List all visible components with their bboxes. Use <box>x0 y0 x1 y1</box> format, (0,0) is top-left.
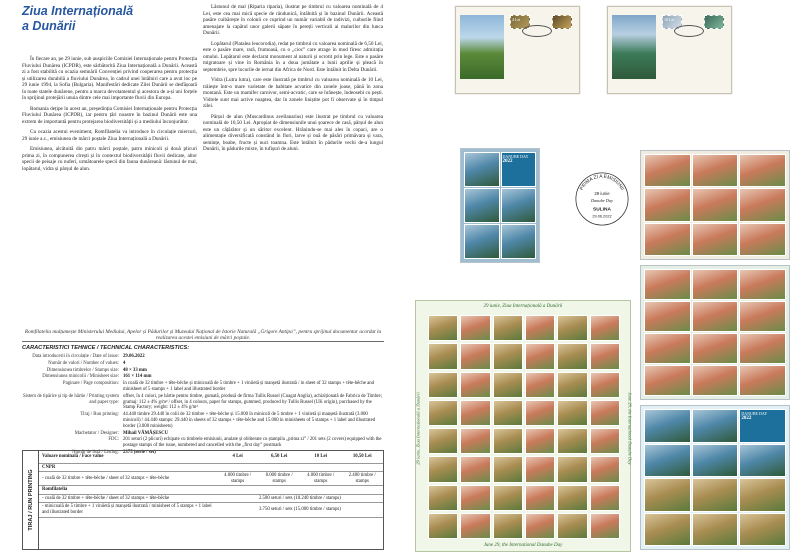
stamp-image <box>460 372 490 398</box>
stamp-image <box>644 478 691 512</box>
stamp-image <box>692 188 739 221</box>
stamp-image <box>644 365 691 396</box>
spec-value: 201 seturi (2 plicuri) echipate cu timbrele emisiunii, anulate și obliterate cu ștampila „prima zi” / 201 sets (2 covers) equipped with the postage stamps of the issue, numbered and cancelled with the „first day” postmark <box>123 437 382 449</box>
stamp-image <box>525 372 555 398</box>
stamp-image <box>525 428 555 454</box>
stamp-image <box>557 343 587 369</box>
stamp-image <box>692 365 739 396</box>
stamp-image <box>460 485 490 511</box>
minisheet-3 <box>640 265 790 400</box>
specs-list <box>22 354 384 457</box>
stamp-image <box>590 315 620 341</box>
stamp-image <box>460 315 490 341</box>
paragraph: Romania dețipe în acest an, președinția Comisiei Internaționale pentru Protecția Fluviului Dunărea (ICPDR), iar pentru țări noastre în bazinul Dunării este una extrem de importantă pentru protejarea biodiversității și a mediului înconjurător. <box>22 105 197 125</box>
minisheet-label: DANUBE DAY 2022 <box>739 409 786 443</box>
stamp-image <box>590 428 620 454</box>
specs-title: CARACTERISTICI TEHNICE / TECHNICAL CHARACTERISTICS: <box>22 345 190 351</box>
spec-row <box>22 368 384 374</box>
spec-row <box>22 381 384 393</box>
stamp-image <box>460 456 490 482</box>
stamp-image <box>692 333 739 364</box>
spec-key: Machetator / Designer: <box>74 430 119 436</box>
fdc-illustration <box>612 15 656 79</box>
stamp-image <box>739 154 786 187</box>
minisheet-4 <box>640 405 790 550</box>
table-row <box>39 486 383 495</box>
stamp-image <box>493 315 523 341</box>
stamp-image <box>428 343 458 369</box>
first-day-postmark <box>573 170 631 228</box>
sheet-side-right: June 29, the International Danube Day <box>627 392 633 465</box>
spec-value: 48 × 33 mm <box>123 367 147 373</box>
stamp-image <box>460 513 490 539</box>
stamp-image <box>493 343 523 369</box>
spec-row <box>22 374 384 380</box>
stamp-image <box>428 513 458 539</box>
spec-key: Sistem de tipărire și tip de hârtie / Printing system and paper type: <box>22 393 119 405</box>
cancellation-mark <box>674 25 704 37</box>
stamp-value: 4 Lei <box>512 17 521 22</box>
cell-value: 2.400 timbre / stamps <box>341 472 383 486</box>
stamp-image <box>428 485 458 511</box>
spec-row <box>22 431 384 437</box>
stamp-image <box>501 224 537 259</box>
stamp-image <box>739 478 786 512</box>
column-header: 6,50 Lei <box>258 451 300 463</box>
title-line-1: Ziua Internațională <box>22 4 134 18</box>
run-table <box>39 451 383 518</box>
stamp-image <box>501 188 537 223</box>
stamp-image <box>525 315 555 341</box>
spec-key: Număr de listă / Listing: <box>72 449 119 455</box>
spec-key: Dimensiunea minicolii / Minisheet size: <box>42 374 119 380</box>
stamp-image <box>739 513 786 547</box>
stamp-image <box>692 444 739 478</box>
minisheet-2 <box>640 150 790 260</box>
stamp-image <box>493 513 523 539</box>
spec-row <box>22 437 384 449</box>
cell-value: 2.580 seturi / sets (10.240 timbre / stamps) <box>217 494 383 503</box>
stamp-image <box>644 269 691 300</box>
stamp-image <box>692 513 739 547</box>
column-header: 10,50 Lei <box>341 451 383 463</box>
paragraph: În fiecare an, pe 29 iunie, sub auspiciile Comisiei Internaționale pentru Protecția Fluviului Dunărea (ICPDR), este sărbătorită Ziua Internațională a Dunării. Această zi a fost stabilită cu ocazia semnării Convenției privind cooperarea pentru protecția și utilizarea durabilă a fluviului Dunărea, în cadrul unei întâlniri care a avut loc pe 29 iunie 1994, la Sofia (Bulgaria). Manifestări dedicate Zilei Dunării se desfășoară în toate statele dunărene, pentru a marca devotamentul și acestora de a-și uni forțele în sprijinul protejării unuia dintre cele mai importante fluvii din Europa. <box>22 56 197 101</box>
stamp-value: 10 Lei <box>664 17 675 22</box>
fdc-envelope-2 <box>607 6 732 94</box>
paragraph: Emisiunea, alcătuită din patru mărci poștale, patru minicoli și două plicuri prima zi, în compunerea clrești și în contextul biodiversității fluvii dedicate, altor specii de peisaje cu nuferi, următoarele specii din fauna dunăreană: lăstunul de mal, lopătarul, vidra și pârșul de alun. <box>22 146 197 172</box>
stamp-image <box>525 400 555 426</box>
spec-key: Număr de valori / Number of values: <box>48 360 119 366</box>
run-vertical-label: TIRAJ / RUN PRINTING <box>23 451 39 549</box>
stamp-image <box>464 188 500 223</box>
stamp-image <box>590 372 620 398</box>
stamp-image <box>644 444 691 478</box>
stamp-grid <box>428 315 620 539</box>
postmark-city: SULINA <box>593 207 611 213</box>
cell-value: 8.000 timbre / stamps <box>258 472 300 486</box>
table-header-row <box>39 451 383 463</box>
column-header: 4 Lei <box>217 451 259 463</box>
stamp-image <box>739 365 786 396</box>
table-row <box>39 494 383 503</box>
stamp-image <box>557 513 587 539</box>
row-label: - coală de 32 timbre + tête-bêche / sheet of 32 stamps + tête-bêche <box>39 494 217 503</box>
stamp-image <box>493 485 523 511</box>
spec-key: Paginare / Page composition: <box>62 381 119 387</box>
divider <box>22 341 384 342</box>
stamp-image <box>590 456 620 482</box>
stamp-image <box>493 456 523 482</box>
stamp-image <box>557 456 587 482</box>
stamp-image <box>525 343 555 369</box>
stamp-image <box>557 485 587 511</box>
cell-value: 3.750 seturi / sets (15.000 timbre / stamps) <box>217 503 383 517</box>
fdc-illustration <box>460 15 504 79</box>
stamp-image <box>692 223 739 256</box>
stamp-image <box>644 301 691 332</box>
stamp-image <box>739 269 786 300</box>
postmark-date-line: 29 iunie <box>594 191 610 197</box>
spec-value: 4 <box>123 360 126 366</box>
stamp-image <box>557 428 587 454</box>
stamp-image <box>460 400 490 426</box>
stamp-image <box>644 333 691 364</box>
fdc-envelope-1 <box>455 6 580 94</box>
sheet-footer: June 29, the International Danube Day <box>483 543 563 548</box>
stamp-image <box>644 409 691 443</box>
stamp-image <box>493 372 523 398</box>
table-row <box>39 472 383 486</box>
cancellation-mark <box>522 25 552 37</box>
spec-value: 2375 (serie / set) <box>123 449 156 455</box>
stamp-image <box>428 428 458 454</box>
spec-row <box>22 394 384 411</box>
column-header: Valoare nominală / Face value <box>39 451 217 463</box>
cell-value: 4.000 timbre / stamps <box>217 472 259 486</box>
stamp-image <box>739 188 786 221</box>
full-stamp-sheet <box>415 300 631 552</box>
spec-row <box>22 412 384 429</box>
stamp-image <box>557 315 587 341</box>
stamp-image <box>739 333 786 364</box>
spec-value: 44.440 timbre 29.440 în colii de 32 timbre + tête-bêche și 15.000 în minicoli de 5 timbre + 1 viniietă și manșetă ilustrată (3.000 minicoli) / 44.440 stamps: 29.440 in sheets of 32 stamps + tête-bêche and 15.000 in minisheets of 5 stamps + 1 label and illustrated border (3.000 minisheets) <box>123 412 376 429</box>
column-header: 10 Lei <box>300 451 342 463</box>
stamp-image <box>493 428 523 454</box>
stamp-image <box>464 152 500 187</box>
stamp-image <box>644 513 691 547</box>
stamp-image <box>704 15 724 29</box>
stamp-image <box>692 409 739 443</box>
stamp-image <box>692 269 739 300</box>
stamp-image <box>692 478 739 512</box>
postmark-center: Danube Day <box>590 197 614 203</box>
paragraph: Vidra (Lutra lutra), care este ilustrată pe timbrul cu valoarea nominală de 10 Lei, trăiește într-o mare varietate de habitate acvatice din zonele joase, până în zona montană. Este un mamifer carnivor, semi-acvatic, care se hrănește, îndeosebi cu pești. Vidrele sunt mai active noaptea, dar în zonele liniștite pot fi observate și în timpul zilei. <box>203 77 383 109</box>
minisheet-label: DANUBE DAY 2022 <box>501 152 537 187</box>
spec-key: Data introducerii în circulație / Date of issue: <box>32 354 119 359</box>
spec-value: 29.06.2022 <box>123 354 145 359</box>
run-printing-table <box>22 450 384 550</box>
paragraph: Pârșul de alun (Muscardinus avellanarius) este ilustrat pe timbrul cu valoarea nominală de 10,50 Lei. Apropiat de dimensiunile unui șoarece de casă, pârșul de alun este un cățărător și un săritor excelent. Hrănindu-se mai ales în copaci, are o alimentație diversificată constând în flori, larve și ouă de păsări primăvara și vara, semințe, boabe, fructe și nuci toamna. Este întâlnit în pădurile vechi de-a lungul Dunării, în pădurile mixte, în tufișuri de aluni. <box>203 113 383 152</box>
stamp-image <box>557 400 587 426</box>
spec-key: Tiraj / Run printing: <box>80 412 119 418</box>
spec-value: în coală de 32 timbre + tête-bêche și minicoală de 5 timbre + 1 viniietă și manșetă ilustrată / in sheet of 32 stamps + tête-bêche and minisheet of 5 stamps + 1 label and illustrated border <box>123 381 375 392</box>
row-label: - minicoală de 5 timbre + 1 viniietă și manșetă ilustrată / minisheet of 5 stamps + 1 label and illustrated border <box>39 503 217 517</box>
stamp-image <box>590 343 620 369</box>
paragraph: Cu ocazia acestui eveniment, Romfilatelia va introduce în circulație miercuri, 29 iunie a.c., emisiunea de mărci poștale Ziua Internațională a Dunării. <box>22 129 197 142</box>
spec-value: 161 × 114 mm <box>123 374 152 380</box>
stamp-image <box>590 400 620 426</box>
stamp-image <box>739 223 786 256</box>
stamp-image <box>739 301 786 332</box>
stamp-image <box>493 400 523 426</box>
stamp-image <box>552 15 572 29</box>
spec-row <box>22 361 384 367</box>
article-left-column <box>22 56 197 176</box>
stamp-image <box>525 485 555 511</box>
paragraph: Lăstunul de mal (Riparia riparia), ilustrat pe timbrul cu valoarea nominală de 4 Lei, este cea mai mică specie de rândunică, întâlnită și în bazinul Dunării. Această pasăre cuibărește în colonii ce cuprind un număr variabil de indivizi, cuiburile fiind amenajate la capătul unor galerii săpate în pereții verticali ai malurilor din lunca Dunării. <box>203 4 383 36</box>
stamp-image <box>460 428 490 454</box>
stamp-image <box>464 224 500 259</box>
row-label: - coală de 32 timbre + tête-bêche / sheet of 32 stamps + tête-bêche <box>39 472 217 486</box>
category-label: Romfilatelia <box>39 486 217 495</box>
acknowledgement-note: Romfilatelia mulțumește Ministerului Mediului, Apelor și Pădurilor și Muzeului Național de Istorie Naturală „Grigore Antipa”, pentru sprijinul documentar acordat la realizarea acestei emisiuni de mărci poștale. <box>24 329 382 342</box>
stamp-image <box>644 223 691 256</box>
postmark-top-text: PRIMA ZI A EMISIUNII <box>579 174 625 192</box>
spec-key: Dimensiunea timbrelor / Stamps size: <box>46 367 119 373</box>
stamp-image <box>428 372 458 398</box>
cell-value: 4.000 timbre / stamps <box>300 472 342 486</box>
sheet-header: 29 iunie, Ziua Internațională a Dunării <box>483 304 563 309</box>
stamp-image <box>428 400 458 426</box>
stamp-image <box>525 456 555 482</box>
table-row <box>39 463 383 472</box>
stamp-image <box>644 154 691 187</box>
postmark-date: 29.06.2022 <box>592 214 612 219</box>
stamp-image <box>525 513 555 539</box>
page-title <box>22 4 182 34</box>
paragraph: Lopătarul (Platalea leucorodia), redat pe timbrul cu valoarea nominală de 6,50 Lei, este o pasăre mare, rară, frumoasă, cu o „cioc” care atrage în mod firesc admirația omului. Lopătarul este declarat monument al naturii și ocrotit prin lege. Este o pasăre migratoare și vine în România în a doua jumătate a lunii aprilie și pleacă în septembrie, spre locurile de iernat din Africa de Nord. Este întâlnit în Delta Dunării. <box>203 40 383 73</box>
stamp-image <box>557 372 587 398</box>
minisheet-1 <box>460 148 540 263</box>
spec-value: Mihail VĂMĂȘESCU <box>123 430 169 436</box>
article-right-column <box>203 4 383 157</box>
title-line-2: a Dunării <box>22 19 76 33</box>
spec-row <box>22 354 384 360</box>
stamp-image <box>692 154 739 187</box>
stamp-image <box>460 343 490 369</box>
spec-value: offset, în 4 culori, pe hârtie pentru timbre, gumată, produsă de firma Tullis Russel (Cuagat Anglia), achiziționată de Fabrica de Timbre; gramaj: 112 ± 4% g/m² / offset, in 4 colours, paper for stamps, gummed, produced by Tullis Russel (UK origin), purchased by the Stamp Factory; weight: 112 ± 4% g/m² <box>123 393 383 411</box>
stamp-image <box>590 485 620 511</box>
stamp-image <box>428 315 458 341</box>
stamp-image <box>739 444 786 478</box>
sheet-side-left: 29 iunie, Ziua Internațională a Dunării <box>415 392 421 465</box>
stamp-image <box>428 456 458 482</box>
stamp-image <box>644 188 691 221</box>
stamp-image <box>692 301 739 332</box>
stamp-image <box>590 513 620 539</box>
spec-key: FDC: <box>108 437 119 443</box>
table-row <box>39 503 383 517</box>
category-label: CNPR <box>39 463 217 472</box>
